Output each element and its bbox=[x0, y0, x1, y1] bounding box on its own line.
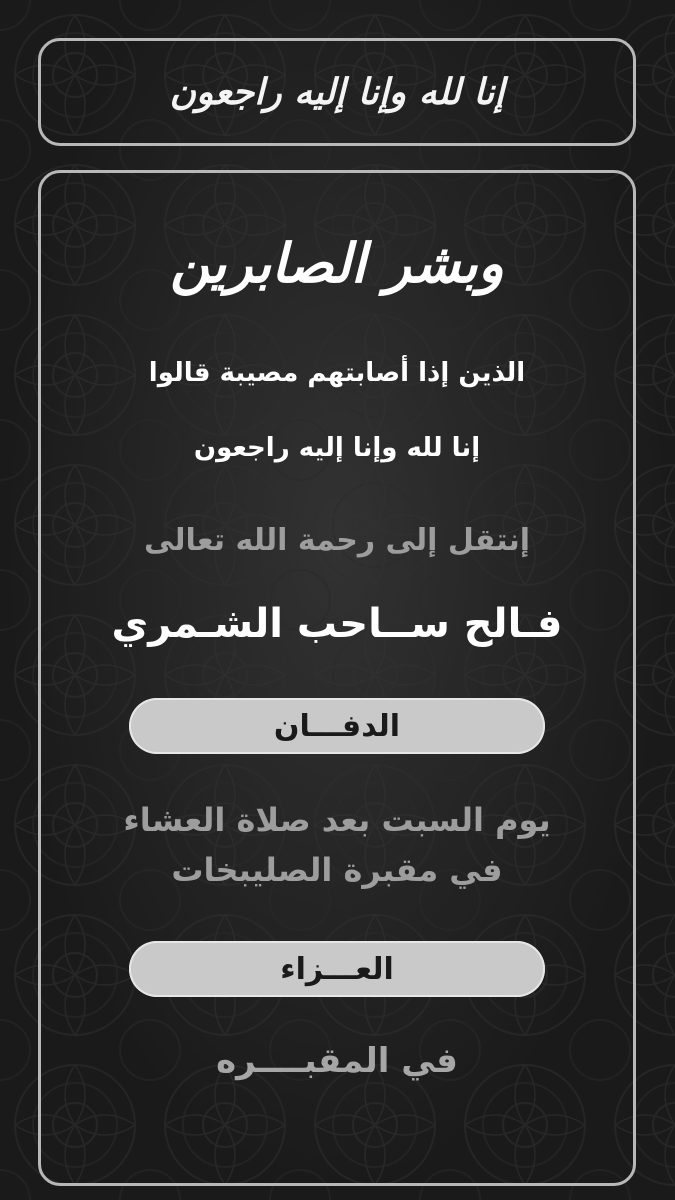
deceased-name: فـالح ســاحب الشـمري bbox=[111, 601, 563, 647]
header-title: إنا لله وإنا إليه راجعون bbox=[169, 71, 505, 113]
main-frame bbox=[38, 170, 636, 1186]
condolences-label: العـــزاء bbox=[129, 941, 545, 997]
burial-line-1: يوم السبت بعد صلاة العشاء bbox=[123, 801, 551, 839]
condolences-place: في المقبــــره bbox=[216, 1041, 458, 1081]
burial-line-2: في مقبرة الصليبخات bbox=[171, 851, 503, 889]
verse-line-2: إنا لله وإنا إليه راجعون bbox=[193, 433, 481, 463]
header-frame bbox=[38, 38, 636, 146]
verse-line-1: الذين إذا أصابتهم مصيبة قالوا bbox=[148, 358, 526, 388]
transfer-text: إنتقل إلى رحمة الله تعالى bbox=[143, 523, 531, 558]
calligraphy-title: وبشر الصابرين bbox=[170, 231, 504, 295]
burial-label: الدفـــان bbox=[129, 698, 545, 754]
